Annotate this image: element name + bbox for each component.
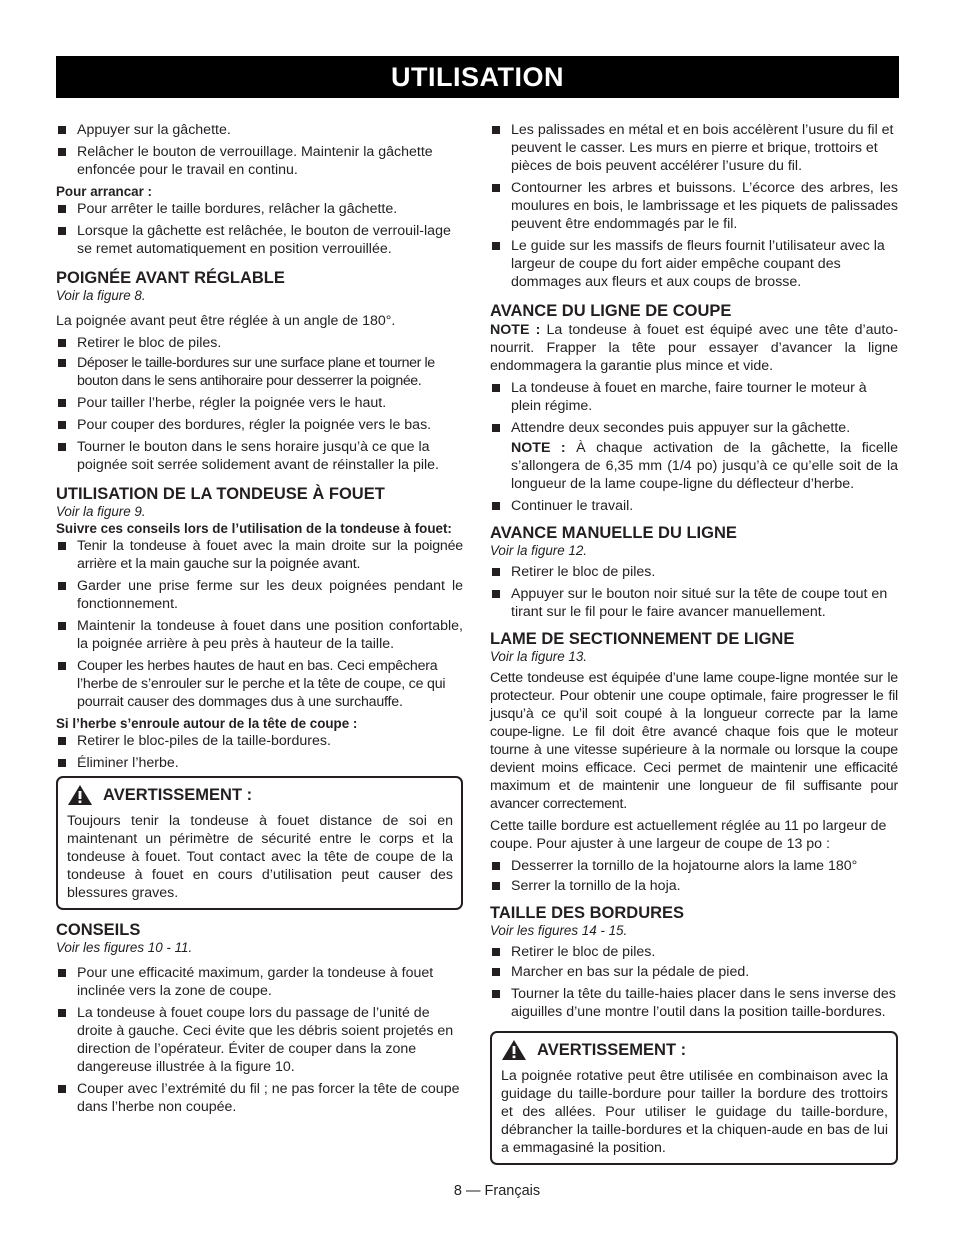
footer-separator: — bbox=[465, 1183, 481, 1199]
list-item: Continuer le travail. bbox=[490, 497, 898, 515]
list-item: Tourner le bouton dans le sens horaire jusqu’à ce que la poignée soit serrée solidement avant de réinstaller la pile. bbox=[56, 438, 463, 474]
list-item: Couper avec l’extrémité du fil ; ne pas forcer la tête de coupe dans l’herbe non coupée. bbox=[56, 1080, 463, 1116]
list-item: Maintenir la tondeuse à fouet dans une position confortable, la poignée arrière à peu près à hauteur de la taille. bbox=[56, 617, 463, 653]
list-item: Appuyer sur le bouton noir situé sur la tête de coupe tout en tirant sur le fil pour le faire avancer manuellement. bbox=[490, 585, 898, 621]
figure-reference: Voir la figure 13. bbox=[490, 649, 588, 664]
section-intro: Suivre ces conseils lors de l’utilisation de la tondeuse à fouet: bbox=[56, 521, 452, 536]
list-item: Lorsque la gâchette est relâchée, le bouton de verrouil-lage se remet automatiquement en position verrouillée. bbox=[56, 222, 463, 258]
warning-box bbox=[490, 1031, 898, 1165]
list-item: Contourner les arbres et buissons. L’écorce des arbres, les moulures en bois, le lambrissage et les piquets de palissades peuvent être endommagés par le fil. bbox=[490, 179, 898, 233]
list-item: Garder une prise ferme sur les deux poignées pendant le fonctionnement. bbox=[56, 577, 463, 613]
section-heading-utilisation: UTILISATION DE LA TONDEUSE À FOUET bbox=[56, 485, 385, 503]
footer-language: Français bbox=[484, 1183, 541, 1199]
warning-text: Toujours tenir la tondeuse à fouet distance de soi en maintenant un périmètre de sécurité entre le corps et la tondeuse à fouet. Tout contact avec la tête de coupe de la tondeuse à fouet en cours d’utilisation peut causer des blessures graves. bbox=[67, 813, 453, 901]
warning-title: AVERTISSEMENT : bbox=[537, 1041, 687, 1059]
section-heading-avance: AVANCE DU LIGNE DE COUPE bbox=[490, 302, 732, 320]
list-item: Relâcher le bouton de verrouillage. Maintenir la gâchette enfoncée pour le travail en continu. bbox=[56, 143, 463, 179]
note-text: La tondeuse à fouet est équipé avec une tête d’auto-nourrit. Frapper la tête pour essayer d’avancer la ligne endommagera la garantie plus mince et vide. bbox=[490, 322, 898, 374]
list-item: Couper les herbes hautes de haut en bas. Ceci empêchera l’herbe de s’enrouler sur le perche et la tête de coupe, ce qui pourrait causer des dommages dus à une surchauffe. bbox=[56, 657, 463, 711]
note-paragraph bbox=[490, 439, 898, 493]
paragraph: Cette tondeuse est équipée d’une lame coupe-ligne montée sur le protecteur. Pour obtenir une coupe optimale, faire progresser le fil jusqu’à ce qu’il soit coupé à la longueur correcte par la lame coupe-ligne. Le fil doit être avancé chaque fois que le moteur tourne à une vitesse supérieure à la normale ou lorsque la coupe devient moins efficace. Ceci permet de maintenir une efficacité maximum et de maintenir une longueur de fil suffisante pour avancer correctement. bbox=[490, 670, 898, 812]
list-item: Pour arrêter le taille bordures, relâcher la gâchette. bbox=[56, 200, 463, 218]
list-item: Pour tailler l’herbe, régler la poignée vers le haut. bbox=[56, 394, 463, 412]
list-item: Retirer le bloc de piles. bbox=[56, 334, 463, 352]
list-item: Desserrer la tornillo de la hojatourne alors la lame 180° bbox=[490, 857, 898, 875]
warning-title: AVERTISSEMENT : bbox=[103, 786, 253, 804]
figure-reference: Voir la figure 12. bbox=[490, 543, 588, 558]
note-label: NOTE : bbox=[490, 322, 541, 338]
page-number: 8 bbox=[453, 1183, 462, 1199]
section-heading-conseils: CONSEILS bbox=[56, 921, 141, 939]
paragraph: Cette taille bordure est actuellement réglée au 11 po largeur de coupe. Pour ajuster à une largeur de coupe de 13 po : bbox=[490, 818, 887, 852]
list-item: Tenir la tondeuse à fouet avec la main droite sur la poignée arrière et la main gauche sur la poignée avant. bbox=[56, 537, 463, 573]
stop-label: Pour arrancar : bbox=[56, 184, 153, 199]
page-title: UTILISATION bbox=[56, 56, 899, 98]
figure-reference: Voir la figure 8. bbox=[56, 288, 146, 303]
list-item: Les palissades en métal et en bois accélèrent l’usure du fil et peuvent le casser. Les murs en pierre et brique, trottoirs et pièces de bois peuvent accélérer l’usure du fil. bbox=[490, 121, 898, 175]
warning-box bbox=[56, 776, 463, 910]
right-column bbox=[490, 121, 898, 1175]
wrap-label: Si l’herbe s’enroule autour de la tête de coupe : bbox=[56, 716, 358, 731]
warning-icon bbox=[501, 1039, 527, 1061]
list-item: Retirer le bloc-piles de la taille-bordures. bbox=[56, 732, 463, 750]
list-item: Tourner la tête du taille-haies placer dans le sens inverse des aiguilles d’une montre l’outil dans la position taille-bordures. bbox=[490, 985, 898, 1021]
note-label: NOTE : bbox=[511, 440, 566, 456]
figure-reference: Voir la figure 9. bbox=[56, 504, 146, 519]
list-item: Retirer le bloc de piles. bbox=[490, 563, 898, 581]
section-heading-poignee: POIGNÉE AVANT RÉGLABLE bbox=[56, 269, 285, 287]
note-text: À chaque activation de la gâchette, la ficelle s’allongera de 6,35 mm (1/4 po) jusqu’à ce qu’elle soit de la longueur de la lame coupe-ligne du déflecteur d’herbe. bbox=[511, 440, 898, 492]
list-item: Appuyer sur la gâchette. bbox=[56, 121, 463, 139]
section-heading-manuelle: AVANCE MANUELLE DU LIGNE bbox=[490, 524, 737, 542]
warning-icon bbox=[67, 784, 93, 806]
paragraph: La poignée avant peut être réglée à un angle de 180°. bbox=[56, 313, 396, 329]
figure-reference: Voir les figures 10 - 11. bbox=[56, 940, 193, 955]
list-item: La tondeuse à fouet en marche, faire tourner le moteur à plein régime. bbox=[490, 379, 898, 415]
page-footer bbox=[0, 1183, 954, 1199]
list-item: Retirer le bloc de piles. bbox=[490, 943, 898, 961]
list-item: Déposer le taille-bordures sur une surface plane et tourner le bouton dans le sens antihoraire pour desserrer la poignée. bbox=[56, 354, 463, 390]
list-item: Serrer la tornillo de la hoja. bbox=[490, 877, 898, 895]
warning-text: La poignée rotative peut être utilisée en combinaison avec la guidage du taille-bordure pour tailler la bordure des trottoirs et des allées. Pour utiliser le guidage du taille-bordure, débrancher la taille-bordures et la chiquen-aude en bas de lui a emmagasiné la position. bbox=[501, 1068, 888, 1156]
list-item: Attendre deux secondes puis appuyer sur la gâchette. bbox=[490, 419, 898, 437]
list-item: Pour couper des bordures, régler la poignée vers le bas. bbox=[56, 416, 463, 434]
left-column bbox=[56, 121, 463, 1120]
list-item: Marcher en bas sur la pédale de pied. bbox=[490, 963, 898, 981]
section-heading-lame: LAME DE SECTIONNEMENT DE LIGNE bbox=[490, 630, 795, 648]
list-item: Le guide sur les massifs de fleurs fournit l’utilisateur avec la largeur de coupe du fort aider empêche coupant des dommages aux fleurs et aux coups de brosse. bbox=[490, 237, 898, 291]
section-heading-taille: TAILLE DES BORDURES bbox=[490, 904, 685, 922]
list-item: La tondeuse à fouet coupe lors du passage de l’unité de droite à gauche. Ceci évite que les débris soient projetés en direction de l’opérateur. Éviter de couper dans la zone dangereuse illustrée à la figure 10. bbox=[56, 1004, 463, 1076]
list-item: Pour une efficacité maximum, garder la tondeuse à fouet inclinée vers la zone de coupe. bbox=[56, 964, 463, 1000]
figure-reference: Voir les figures 14 - 15. bbox=[490, 923, 628, 938]
list-item: Éliminer l’herbe. bbox=[56, 754, 463, 772]
note-paragraph bbox=[490, 321, 898, 375]
